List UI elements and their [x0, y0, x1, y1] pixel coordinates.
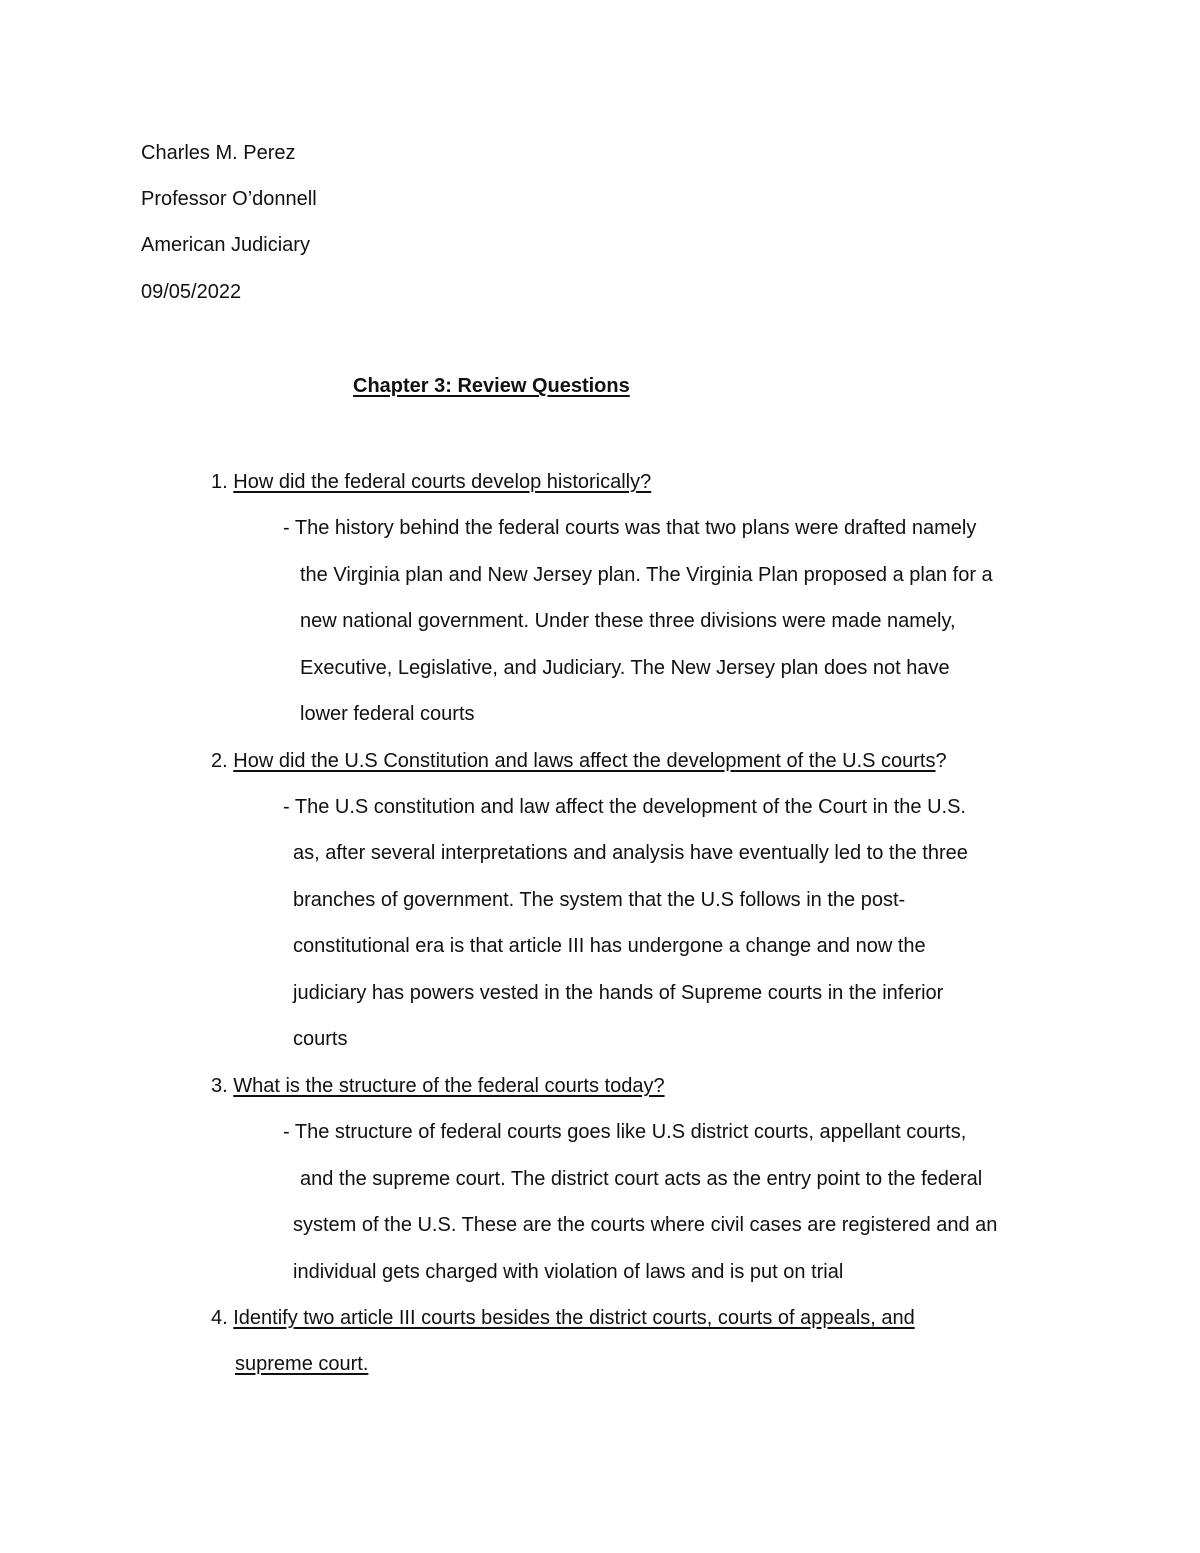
document-date: 09/05/2022 — [141, 281, 242, 303]
question-text: How did the federal courts develop historically? — [233, 471, 652, 493]
question-text: supreme court. — [235, 1353, 369, 1375]
question-3 — [211, 1072, 665, 1100]
answer-3-line: system of the U.S. These are the courts where civil cases are registered and an — [293, 1214, 998, 1236]
answer-2-line: constitutional era is that article III has undergone a change and now the — [293, 935, 926, 957]
answer-2-line: courts — [293, 1028, 348, 1050]
answer-2-line: branches of government. The system that the U.S follows in the post- — [293, 889, 906, 911]
answer-1-line: lower federal courts — [300, 703, 475, 725]
question-text: What is the structure of the federal courts today? — [233, 1075, 665, 1097]
author-name: Charles M. Perez — [141, 142, 296, 164]
answer-1-line: the Virginia plan and New Jersey plan. The Virginia Plan proposed a plan for a — [300, 564, 993, 586]
answer-1-line: new national government. Under these three divisions were made namely, — [300, 610, 956, 632]
question-1 — [211, 468, 651, 496]
answer-2-line: judiciary has powers vested in the hands of Supreme courts in the inferior — [293, 982, 944, 1004]
question-number: 3. — [211, 1075, 228, 1097]
answer-2-line: - The U.S constitution and law affect the development of the Court in the U.S. — [283, 796, 966, 818]
question-number: 2. — [211, 750, 228, 772]
question-4 — [211, 1304, 915, 1332]
question-number: 1. — [211, 471, 228, 493]
answer-3-line: and the supreme court. The district court acts as the entry point to the federal — [300, 1168, 983, 1190]
question-2 — [211, 747, 947, 775]
answer-2-line: as, after several interpretations and analysis have eventually led to the three — [293, 842, 968, 864]
answer-3-line: - The structure of federal courts goes like U.S district courts, appellant courts, — [283, 1121, 967, 1143]
course-name: American Judiciary — [141, 234, 310, 256]
question-4-continuation — [235, 1350, 368, 1378]
professor-name: Professor O’donnell — [141, 188, 317, 210]
question-text: How did the U.S Constitution and laws affect the development of the U.S courts — [233, 750, 936, 772]
question-suffix: ? — [935, 750, 947, 772]
document-title: Chapter 3: Review Questions — [353, 375, 630, 397]
question-number: 4. — [211, 1307, 228, 1329]
answer-3-line: individual gets charged with violation of laws and is put on trial — [293, 1261, 844, 1283]
question-text: Identify two article III courts besides the district courts, courts of appeals, and — [233, 1307, 915, 1329]
answer-1-line: - The history behind the federal courts was that two plans were drafted namely — [283, 517, 977, 539]
answer-1-line: Executive, Legislative, and Judiciary. The New Jersey plan does not have — [300, 657, 950, 679]
